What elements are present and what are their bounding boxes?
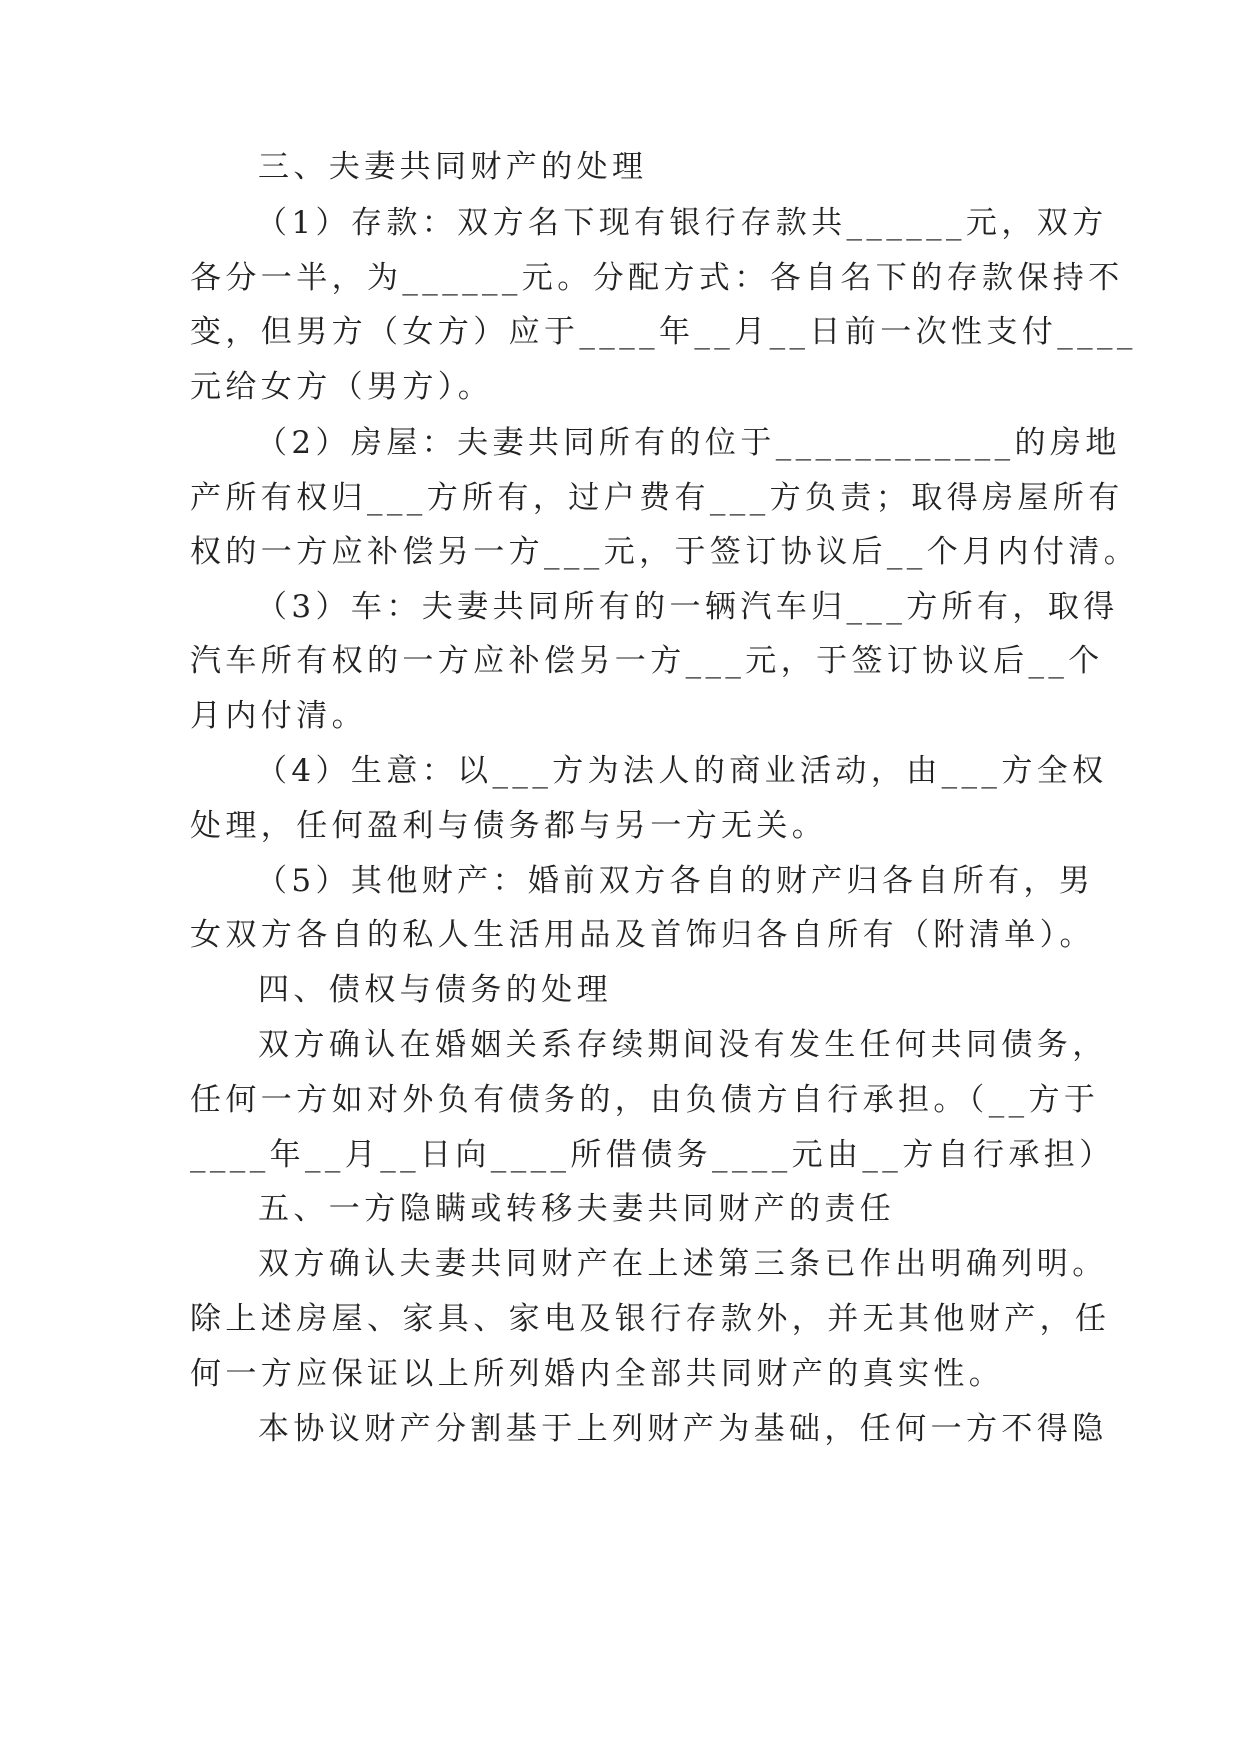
section-heading-5: 五、一方隐瞒或转移夫妻共同财产的责任 [258, 1191, 896, 1227]
paragraph-line: 本协议财产分割基于上列财产为基础，任何一方不得隐 [258, 1411, 1108, 1447]
paragraph-line: （1）存款：双方名下现有银行存款共______元，双方 [256, 205, 1108, 241]
paragraph-line: 何一方应保证以上所列婚内全部共同财产的真实性。 [190, 1356, 1005, 1392]
paragraph-line: 各分一半，为______元。分配方式：各自名下的存款保持不 [190, 260, 1124, 296]
paragraph-line: 女双方各自的私人生活用品及首饰归各自所有（附清单）。 [190, 917, 1095, 953]
paragraph-line: （5）其他财产：婚前双方各自的财产归各自所有，男 [256, 863, 1095, 899]
paragraph-line: 任何一方如对外负有债务的，由负债方自行承担。（__方于 [190, 1082, 1100, 1118]
section-heading-3: 三、夫妻共同财产的处理 [258, 149, 648, 185]
paragraph-line: 元给女方（男方）。 [190, 369, 494, 405]
paragraph-line: 汽车所有权的一方应补偿另一方___元，于签订协议后__个 [190, 643, 1104, 679]
paragraph-line: 双方确认在婚姻关系存续期间没有发生任何共同债务， [258, 1027, 1108, 1063]
paragraph-line: （2）房屋：夫妻共同所有的位于____________的房地 [256, 425, 1121, 461]
paragraph-line: 产所有权归___方所有，过户费有___方负责；取得房屋所有 [190, 480, 1124, 516]
paragraph-line: 双方确认夫妻共同财产在上述第三条已作出明确列明。 [258, 1246, 1108, 1282]
paragraph-line: （3）车：夫妻共同所有的一辆汽车归___方所有，取得 [256, 589, 1119, 625]
paragraph-line: 月内付清。 [190, 698, 367, 734]
section-heading-4: 四、债权与债务的处理 [258, 972, 612, 1008]
paragraph-line: 除上述房屋、家具、家电及银行存款外，并无其他财产，任 [190, 1301, 1111, 1337]
paragraph-line: 权的一方应补偿另一方___元，于签订协议后__个月内付清。 [190, 534, 1140, 570]
paragraph-line: 处理，任何盈利与债务都与另一方无关。 [190, 808, 828, 844]
paragraph-line: ____年__月__日向____所借债务____元由__方自行承担） [190, 1137, 1115, 1173]
paragraph-line: 变，但男方（女方）应于____年__月__日前一次性支付____ [190, 314, 1137, 350]
paragraph-line: （4）生意：以___方为法人的商业活动，由___方全权 [256, 753, 1108, 789]
